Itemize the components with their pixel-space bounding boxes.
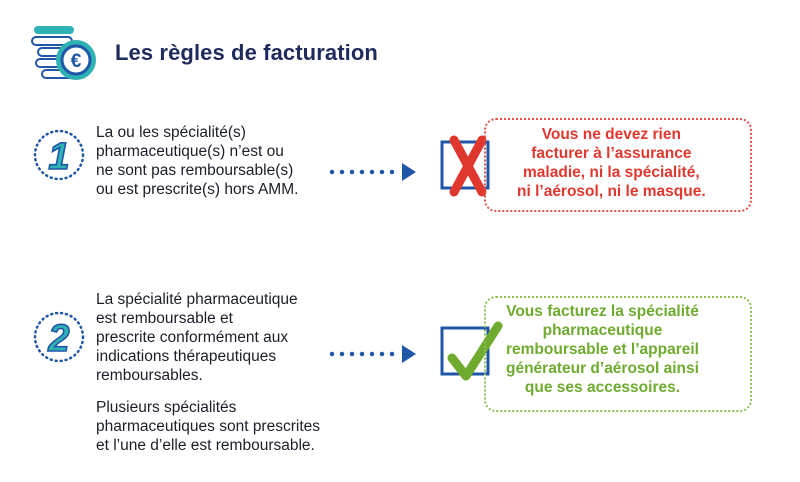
outcome-line: que ses accessoires. <box>524 379 681 396</box>
condition-line: ou est prescrite(s) hors AMM. <box>96 181 299 198</box>
condition-line: Plusieurs spécialités <box>96 399 237 416</box>
condition-text-1 <box>96 123 298 199</box>
condition-line: prescrite conformément aux <box>96 329 289 346</box>
number-badge-label: 2 <box>48 318 70 360</box>
condition-text-2-extra <box>96 398 320 455</box>
condition-line: pharmaceutiques sont prescrites <box>96 418 321 435</box>
outcome-line: pharmaceutique <box>542 322 663 339</box>
number-badge-2 <box>32 310 86 364</box>
condition-line: La spécialité pharmaceutique <box>96 291 298 308</box>
number-badge-label: 1 <box>48 136 70 178</box>
page-title: Les règles de facturation <box>115 40 378 65</box>
svg-text:€: € <box>70 51 82 72</box>
dotted-arrow-icon <box>328 160 420 184</box>
condition-line: indications thérapeutiques <box>96 348 277 365</box>
outcome-line: Vous facturez la spécialité <box>506 303 699 320</box>
outcome-text-1 <box>517 125 706 201</box>
outcome-line: remboursable et l’appareil <box>506 341 699 358</box>
outcome-line: générateur d’aérosol ainsi <box>506 360 699 377</box>
condition-line: remboursables. <box>96 367 203 384</box>
euro-coins-icon <box>30 22 100 84</box>
number-badge-1 <box>32 128 86 182</box>
outcome-line: ni l’aérosol, ni le masque. <box>517 183 706 200</box>
dotted-arrow-icon <box>328 342 420 366</box>
outcome-line: maladie, ni la spécialité, <box>523 164 700 181</box>
outcome-text-2 <box>506 302 699 397</box>
condition-line: pharmaceutique(s) n’est ou <box>96 143 284 160</box>
condition-line: et l’une d’elle est remboursable. <box>96 437 315 454</box>
outcome-line: facturer à l’assurance <box>531 145 692 162</box>
condition-line: La ou les spécialité(s) <box>96 124 246 141</box>
condition-text-2 <box>96 290 298 385</box>
condition-line: ne sont pas remboursable(s) <box>96 162 294 179</box>
condition-line: est remboursable et <box>96 310 233 327</box>
outcome-line: Vous ne devez rien <box>541 126 681 143</box>
